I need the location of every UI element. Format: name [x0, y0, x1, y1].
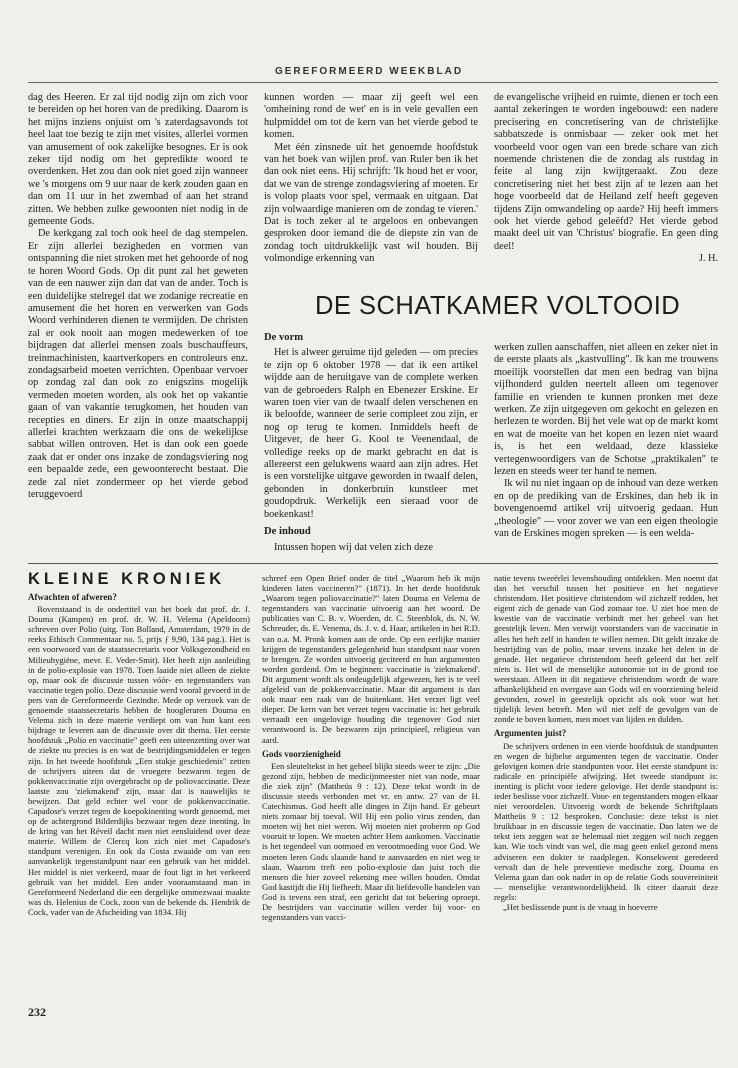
- signature: J. H.: [698, 253, 718, 265]
- article-title: DE SCHATKAMER VOLTOOID: [315, 292, 681, 320]
- paragraph: De kerkgang zal toch ook heel de dag stempelen. Er zijn allerlei bezigheden en vormen van ontspanning die niet stroken met het gehoorde of nog te horen Woord Gods. Op dit punt zal het geweten van de een nauwer zijn dan dat van de ander. Toch is een duidelijke stelregel dat we zodanige recreatie en amusement die het horen en verwerken van Gods Woord verhinderen dienen te vermijden. De christen zal er ook nooit aan mogen medewerken of toe bijdragen dat allerlei mensen zoals buschauffeurs, treinmachinisten, kaartverkopers en controleurs enz. zondagsarbeid moeten verrichten. Openbaar vervoer op zondag zal dan ook zo enigszins mogelijk vermeden moeten worden, als ook het op vakantie gaan of van vakantie terugkomen, het houden van recepties en diners. Er zijn in onze maatschappij allerlei krachten werkzaam die ons de wekelijkse sabbat willen ontroven. Het is dan ook een goede zaak dat er onder ons inzake de zondagsviering nog een bepaalde zede, een gewoonterecht bestaat. Die zede zal niet zondermeer op het vierde gebod teruggevoerd: [28, 228, 248, 500]
- paragraph: natie tevens tweeërlei levenshouding ontdekken. Men noemt dat dan het verschil tussen het positieve en het negatieve christendom. Het positieve christendom wil zichzelf redden, het eigent zich de genade van God zomaar toe. U ziet hoe men de kwestie van de vaccinatie verbindt met het geheel van het geestelijk leven. Men verwijt voorstanders van de vaccinatie in alles het heft zelf in handen te willen nemen. Dit geldt inzake de bestrijding van de polio, maar tevens inzake het delen in de genade. Het negatieve christendom heeft geleerd dat het zelf niets is. Het wil de menselijke autonomie tot in de grond toe weerstaan. Alleen in dit negatieve christendom wordt de ware afhankelijkheid en overgave aan Gods wil en voorziening beleid gevonden, zowel in geestelijk opzicht als ook voor wat het tijdelijk leven betreft. Men wil niet zelf de gevolgen van de zonde te boven komen, men moet van lijden en dulden.: [494, 573, 718, 725]
- paragraph: werken zullen aanschaffen, niet alleen en zeker niet in de eerste plaats als „kastvulling". Ik kan me trouwens moeilijk voorstellen dat men een bedrag van bijna vijfhonderd gulden neertelt alleen om tegenover familie en vrienden te kunnen pronken met deze werken. Ze zijn uitgegeven om gekocht en gelezen en herlezen te worden. Bij het vele wat op de markt komt en wat de moeite van het kopen en lezen niet waard is, is het een weldaad, deze klassieke vertegenwoordigers van de Schotse „praktikalen" te lezen en steeds weer ter hand te nemen.: [494, 342, 718, 478]
- section-divider: [28, 563, 718, 564]
- running-header: GEREFORMEERD WEEKBLAD: [274, 66, 464, 77]
- top-column-3: [494, 92, 718, 282]
- kroniek-column-3: [494, 573, 718, 993]
- paragraph: „Het beslissende punt is de vraag in hoeverre: [503, 902, 658, 912]
- schatkamer-left-column: [264, 330, 478, 560]
- paragraph: Een sleuteltekst in het geheel blijkt steeds weer te zijn: „Die gezond zijn, hebben de medicijnmeester niet van node, maar die ziek zijn" (Mattheüs 9 : 12). Deze tekst wordt in de discussie steeds verbonden met vr. en antw. 27 van de H. Catechismus. God heeft alle dingen in Zijn hand. Er gebeurt niets zomaar bij toeval. Wil Hij een polio virus zenden, dan moeten wij het niet weren. Wij moeten niet proberen op God vooruit te lopen. We moeten achter Hem aankomen. Vaccinatie is het tegendeel van ootmoed en verootmoeding voor God. We moeten leren Gods slaande hand te aanvaarden en niet weg te slaan. Waarom treft een polio-explosie dan juist toch die mensen die hier zoveel rekening mee willen houden. Omdat God kastijdt die Hij liefheeft. Maar dit liefdevolle handelen van God is tevens een straf, een gericht dat tot bekering oproept. De bestrijders van vaccinatie willen verder bij voor- en tegenstanders van vacci-: [262, 760, 480, 923]
- section-heading: Gods voorzienigheid: [262, 748, 341, 759]
- paragraph: Het is alweer geruime tijd geleden — om precies te zijn op 6 oktober 1978 — dat ik een artikel wijdde aan de heruitgave van de complete werken van de gebroeders Ralph en Ebenezer Erskine. Er waren toen vier van de twaalf delen verschenen en ik beloofde, wanneer de serie compleet zou zijn, er nog op terug te komen. Inmiddels heeft de Uitgever, de heer G. Kool te Veenendaal, de volledige reeks op de markt gebracht en dat is allereerst een gelukwens waard aan zijn adres. Het is een vorstelijke uitgave geworden in twaalf delen, gebonden in donkerbruin kunstleer met goudopdruk. Werkelijk een sieraad voor de boekenkast!: [264, 347, 478, 520]
- schatkamer-right-column: [494, 342, 718, 560]
- paragraph: kunnen worden — maar zij geeft wel een 'omheining rond de wet' en is in vele gevallen een hulpmiddel om tot de kern van het vierde gebod te komen.: [264, 92, 478, 141]
- paragraph: Intussen hopen wij dat velen zich deze: [274, 541, 433, 553]
- kroniek-column-1: [28, 592, 250, 992]
- header-rule: [28, 82, 718, 83]
- kroniek-column-2: [262, 573, 480, 993]
- paragraph: de evangelische vrijheid en ruimte, dienen er toch een aantal zekeringen te worden ingebouwd: een nadere precisering en concretisering van de christelijke sabbatszede is onmisbaar — zeker ook met het voorbeeld voor ogen van een brede schare van zich noemende christenen die de zondag als rustdag in feite al lang zijn kwijtgeraakt. Zou deze concretisering niet het best zijn af te lezen aan het hoge voorbeeld dat de Heiland zelf heeft gegeven tijdens Zijn omwandeling op aarde? Hij heeft immers ook het vierde gebod geleëfd? Het vierde gebod maakt deel uit van 'Christus' biografie. En geen ding deel!: [494, 92, 718, 252]
- paragraph: De schrijvers ordenen in een vierde hoofdstuk de standpunten en wegen de bijbelse argumenten tegen de vaccinatie. Onder gelovigen komen drie standpunten voor. Het eerste standpunt is: radicale en principiële afwijzing. Het tweede standpunt is: inenting is plicht voor iedere gelovige. Het derde standpunt is: ieder beslisse voor zichzelf. Voor- en tegenstanders mogen elkaar niet veroordelen. Uitvoerig wordt de bekende Schriftplaats Mattheüs 9 : 12 besproken. Conclusie: deze tekst is niet bruikbaar in en discussie tegen de vaccinatie. Dan laten we de tekst iets zeggen wat ze helemaal niet zeggen wil noch zeggen kan. Wie toch vindt van wel, die mag geen enkel gezond mens adviseren een dokter te raadplegen. Konsekwent geredeerd vervalt dan de hele preventieve medische zorg. Douma en Velema gaan dan ook nader in op de relatie Gods souvereiniteit — menselijke verantwoordelijkheid. Ik citeer daaruit deze regels:: [494, 740, 718, 902]
- section-heading: De inhoud: [264, 526, 311, 538]
- page-number: 232: [28, 1005, 46, 1019]
- kroniek-title: KLEINE KRONIEK: [28, 570, 226, 588]
- section-heading: Afwachten of afweren?: [28, 592, 117, 602]
- paragraph: Bovenstaand is de ondertitel van het boek dat prof. dr. J. Douma (Kampen) en prof. dr. W. H. Velema (Apeldoorn) schreven over Polio (uitg. Ton Bolland, Amsterdam, 1979 in de reeks Ethisch Commentaar no. 5, prijs ƒ 9,90, 134 pag.). Het is een voorwoord van de staatssecretaris voor Volksgezondheid en Milieuhygiëne, mevr. E. Veder-Smit). Het heeft zijn aanleiding in de polio-explosie van 1978. Toen laaide niet alleen de ziekte op, maar ook de discussie tussen vóór- en tegenstanders van vaccinatie tegen polio. Deze discussie werd vooral gevoerd in de pers van de Gereformeerde Gezindte. Mede op verzoek van de genoemde staatssecretaris hebben de hoogleraren Douma en Velema zich in deze materie verdiept om van hun kant een bijdrage te leveren aan de discussie over dit thema. Het eerste hoofdstuk „Polio en vaccinatie" geeft een uiteenzetting over wat de ziekte nu precies is en wat de bestrijdingsmiddelen er tegen zijn. In het tweede hoofdstuk „Een stukje geschiedenis" zetten de schrijvers uiteen dat de vroegere bezwaren tegen de pokkenvaccinatie zijn overgebracht op de poliovaccinatie. Deze laatste zou 'ziekmakend' zijn, maar dat is nauwelijks te bewijzen. Dat geld echter wel voor de pokkenvaccinatie. Capadose's verzet tegen de koepokinenting wordt genoemd, met op de achtergrond Bilderdijks bezwaar tegen deze inenting. In de kring van het Réveil dacht men niet eensluidend over deze materie. Willem de Clercq kon zich niet met Capadose's standpunt verenigen. En ook da Costa zwaaide om van een aanvankelijk tegenstandpunt naar een gebruik van het middel. Het middel is niet verkeerd, maar de fout ligt in het verkeerd gebruik van het middel. Een ander vooraanstaand man in Gereformeerd Nederland die een dergelijke ommezwaai maakte was ds. Helenius de Cock, zoon van de bekende ds. Hendrik de Cock, vader van de Afscheiding van 1834. Hij: [28, 604, 250, 917]
- section-heading: Argumenten juist?: [494, 728, 567, 739]
- paragraph: Met één zinsnede uit het genoemde hoofdstuk van het boek van wijlen prof. van Ruler ben ik het dan ook niet eens. Hij schrijft: 'Ik houd het er voor, dat we van de strenge zondagsviering af moeten. Er is volop plaats voor spel, vermaak en uitgaan. Dat zijn volwaardige manieren om de zondag te vieren.' Dat is toch zeker al te argeloos en onbevangen gesproken door iemand die de diepste zin van de zondag toch uitdrukkelijk vast wil houden. Bij volmondige erkenning van: [264, 141, 478, 265]
- paragraph: Ik wil nu niet ingaan op de inhoud van deze werken en op de prediking van de Erskines, dan heb ik in bovengenoemd artikel vrij uitvoerig gedaan. Hun „theologie" — voor zover we van een eigen theologie van de Erskines mogen spreken — is een welda-: [494, 478, 718, 540]
- top-column-1: [28, 92, 248, 560]
- top-column-2: [264, 92, 478, 280]
- paragraph: schreef een Open Brief onder de titel „Waarom heb ik mijn kinderen laten vaccineren?" (1871). In het derde hoofdstuk „Waarom tegen poliovaccinatie?" laten Douma en Velema de tegenstanders van vaccinatie uitvoerig aan het woord. De publicaties van C. B. v. Woerden, dr. C. Steenblok, ds. N. W. Schreuder, ds. E. Venema, ds. J. v. d. Haar, artikelen in het R.D. van o.a. M. Pronk komen aan de orde. Op een eerlijke manier krijgen de tegenstanders gelegenheid hun standpunt naar voren te brengen. Ze worden uitvoerig geciteerd en hun argumenten worden gordend. Om te beginnen: vaccinatie is 'ziekmakend'. Dit argument wordt als ondeugdelijk afgewezen, het is te veel afgeleid van de pokkenvaccinatie. Maar dit argument is dan ook maar een raak van de buitenkant. Het verzet ligt veel dieper. De kern van het verzet tegen vaccinatie is: het gebruik verraadt een ongelovige houding die tegenover God niet verantwoord is. De bezwaren zijn principieel, religieus van aard.: [262, 573, 480, 745]
- paragraph: dag des Heeren. Er zal tijd nodig zijn om zich voor te bereiden op het horen van de prediking. Daarom is het mijns inziens onjuist om 's zaterdagsavonds tot heel laat toe bezig te zijn met visites, allerlei vormen van amusement of ook zakelijke besognes. Er is ook zeker tijd nodig om het gepredikte woord te overdenken. Het zou dan ook niet goed zijn wanneer we 's morgens om 9 uur naar de kerk zouden gaan en dan om 11 uur in het zwembad of aan het strand zitten. We hebben zulke gewoonten niet nodig in de gemeente Gods.: [28, 92, 248, 228]
- section-heading: De vorm: [264, 332, 304, 343]
